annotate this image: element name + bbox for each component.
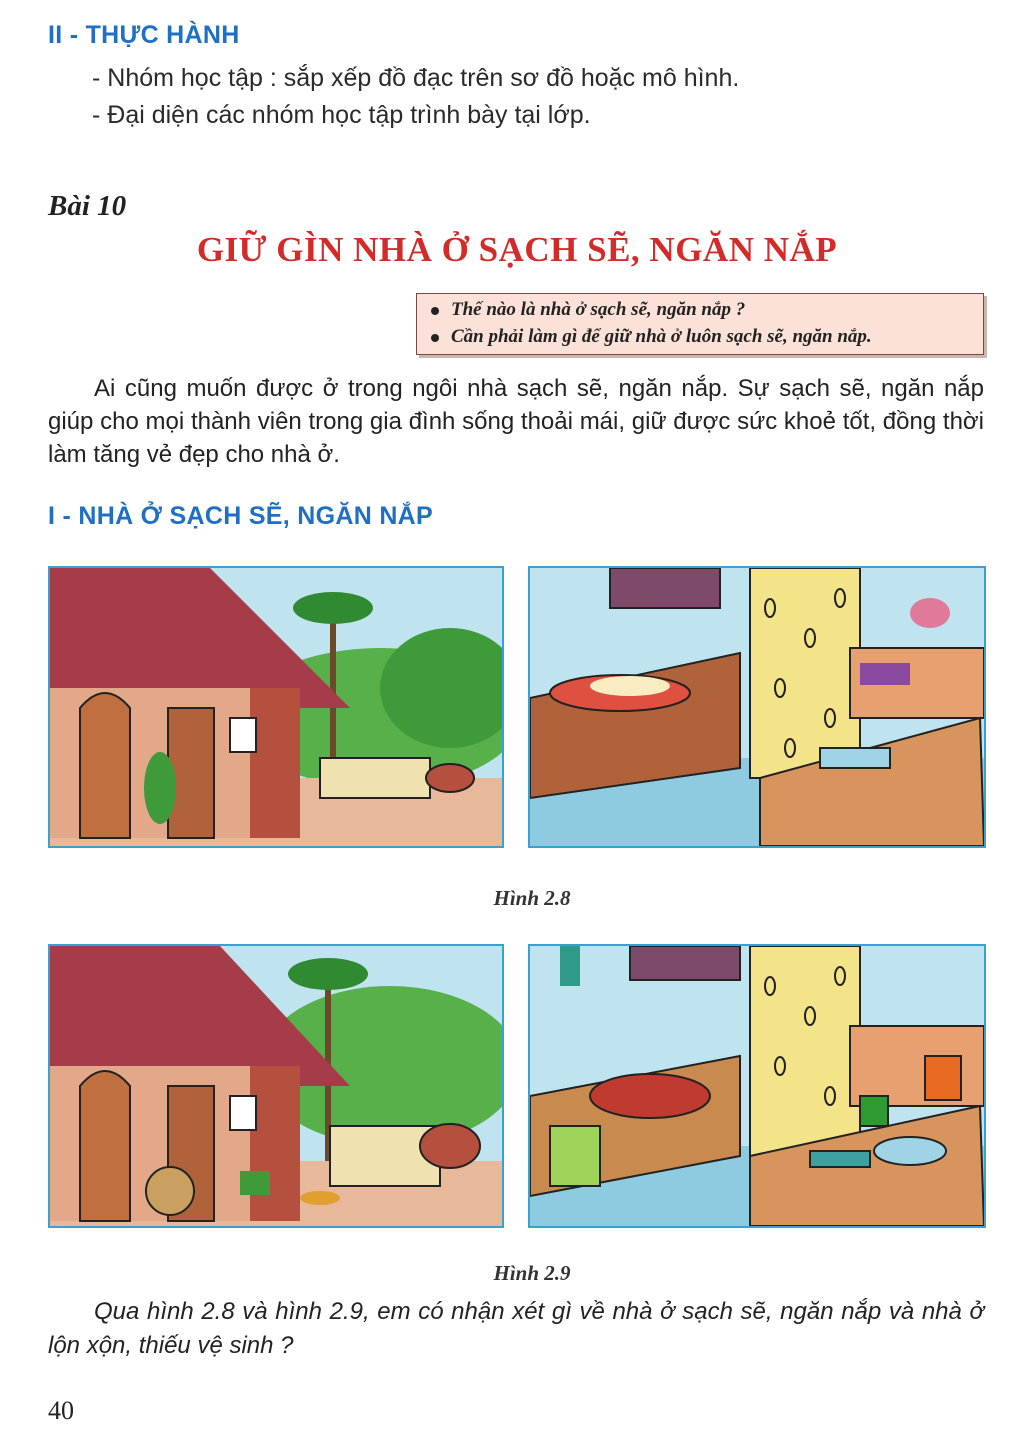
- practice-heading: II - THỰC HÀNH: [48, 21, 240, 49]
- key-question: Thế nào là nhà ở sạch sẽ, ngăn nắp ?: [431, 299, 745, 321]
- section-heading: I - NHÀ Ở SẠCH SẼ, NGĂN NẮP: [48, 502, 434, 530]
- key-questions-box: [416, 293, 984, 355]
- house-illustration: [50, 568, 502, 846]
- practice-item: - Đại diện các nhóm học tập trình bày tại lớp.: [92, 101, 591, 129]
- room-illustration: [530, 946, 984, 1226]
- discussion-question: Qua hình 2.8 và hình 2.9, em có nhận xét gì về nhà ở sạch sẽ, ngăn nắp và nhà ở lộn xộn, thiếu vệ sinh ?: [48, 1298, 984, 1359]
- lesson-number: Bài 10: [48, 190, 127, 222]
- figure-caption: Hình 2.8: [493, 886, 571, 910]
- room-illustration: [530, 568, 984, 846]
- figure-2-9-room-messy: [528, 944, 986, 1228]
- figure-2-8-room-clean: [528, 566, 986, 848]
- bullet-icon: [431, 307, 439, 315]
- bullet-icon: [431, 334, 439, 342]
- page-number: 40: [48, 1396, 74, 1425]
- figure-2-8-house-clean: [48, 566, 504, 848]
- house-illustration: [50, 946, 502, 1226]
- figure-caption: Hình 2.9: [493, 1261, 571, 1285]
- figure-2-9-house-messy: [48, 944, 504, 1228]
- key-question: Cần phải làm gì để giữ nhà ở luôn sạch sẽ, ngăn nắp.: [431, 326, 872, 348]
- lesson-title: GIỮ GÌN NHÀ Ở SẠCH SẼ, NGĂN NẮP: [196, 230, 838, 269]
- intro-paragraph: Ai cũng muốn được ở trong ngôi nhà sạch sẽ, ngăn nắp. Sự sạch sẽ, ngăn nắp giúp cho mọi thành viên trong gia đình sống thoải mái, giữ được sức khoẻ tốt, đồng thời làm tăng vẻ đẹp cho nhà ở.: [48, 375, 984, 468]
- practice-item: - Nhóm học tập : sắp xếp đồ đạc trên sơ đồ hoặc mô hình.: [92, 64, 740, 92]
